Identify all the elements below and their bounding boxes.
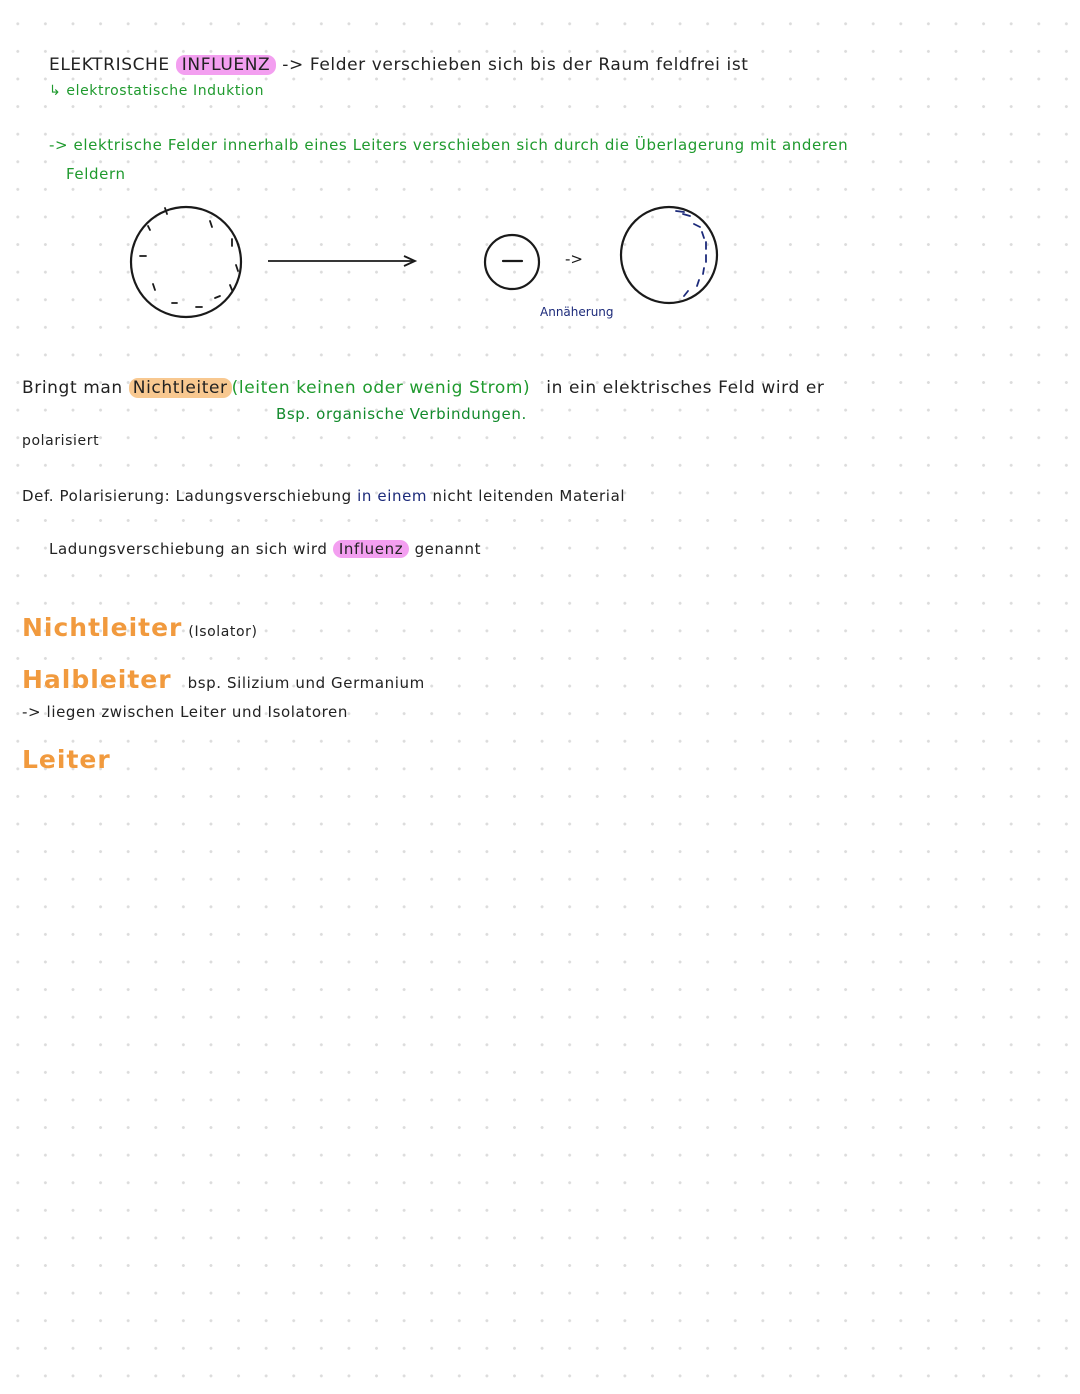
section-title-line (49, 55, 749, 75)
approach-annotation: Annäherung (540, 305, 614, 319)
paragraph-continuation: polarisiert (22, 433, 100, 449)
definition-text-rest: nicht leitenden Material (432, 487, 626, 505)
long-arrow (268, 256, 415, 266)
halbleiter-detail: -> liegen zwischen Leiter und Isolatoren (22, 703, 348, 721)
conductor-sphere-polarized (621, 207, 717, 303)
explanation-line-2: Feldern (66, 165, 126, 183)
influenz-note-prefix: Ladungsverschiebung an sich wird (49, 540, 328, 558)
definition-label: Def. Polarisierung: (22, 487, 171, 505)
definition-text: Ladungsverschiebung (175, 487, 352, 505)
influenz-note (49, 540, 481, 558)
halbleiter-note: bsp. Silizium und Germanium (187, 674, 425, 692)
paragraph-example: Bsp. organische Verbindungen. (276, 405, 527, 423)
halbleiter-heading: Halbleiter (22, 665, 172, 694)
influenz-note-suffix: genannt (414, 540, 482, 558)
section-title-highlight: INFLUENZ (176, 55, 276, 75)
leiter-heading: Leiter (22, 745, 111, 774)
definition-line (22, 487, 625, 505)
paragraph-highlight: Nichtleiter (129, 378, 232, 398)
section-title: ELEKTRISCHE (49, 55, 170, 75)
paragraph-line-1 (22, 378, 825, 398)
conductor-sphere-neutral (131, 207, 241, 317)
halbleiter-line (22, 665, 425, 694)
paragraph-parenthetical: (leiten keinen oder wenig Strom) (231, 378, 531, 398)
section-subtitle: ↳ elektrostatische Induktion (49, 83, 265, 99)
nichtleiter-line (22, 613, 258, 642)
nichtleiter-heading: Nichtleiter (22, 613, 183, 642)
induction-diagram (0, 190, 1080, 340)
negative-charge-circle (485, 235, 539, 289)
influenz-note-highlight: Influenz (333, 540, 409, 558)
explanation-line-1: -> elektrische Felder innerhalb eines Leiters verschieben sich durch die Überlagerung mit anderen (49, 136, 849, 154)
definition-text-blue: in einem (357, 487, 428, 505)
section-title-rest: -> Felder verschieben sich bis der Raum feldfrei ist (282, 55, 749, 75)
paragraph-prefix: Bringt man (22, 378, 123, 398)
small-arrow: -> (565, 250, 583, 268)
nichtleiter-note: (Isolator) (188, 624, 258, 640)
paragraph-suffix: in ein elektrisches Feld wird er (546, 378, 825, 398)
